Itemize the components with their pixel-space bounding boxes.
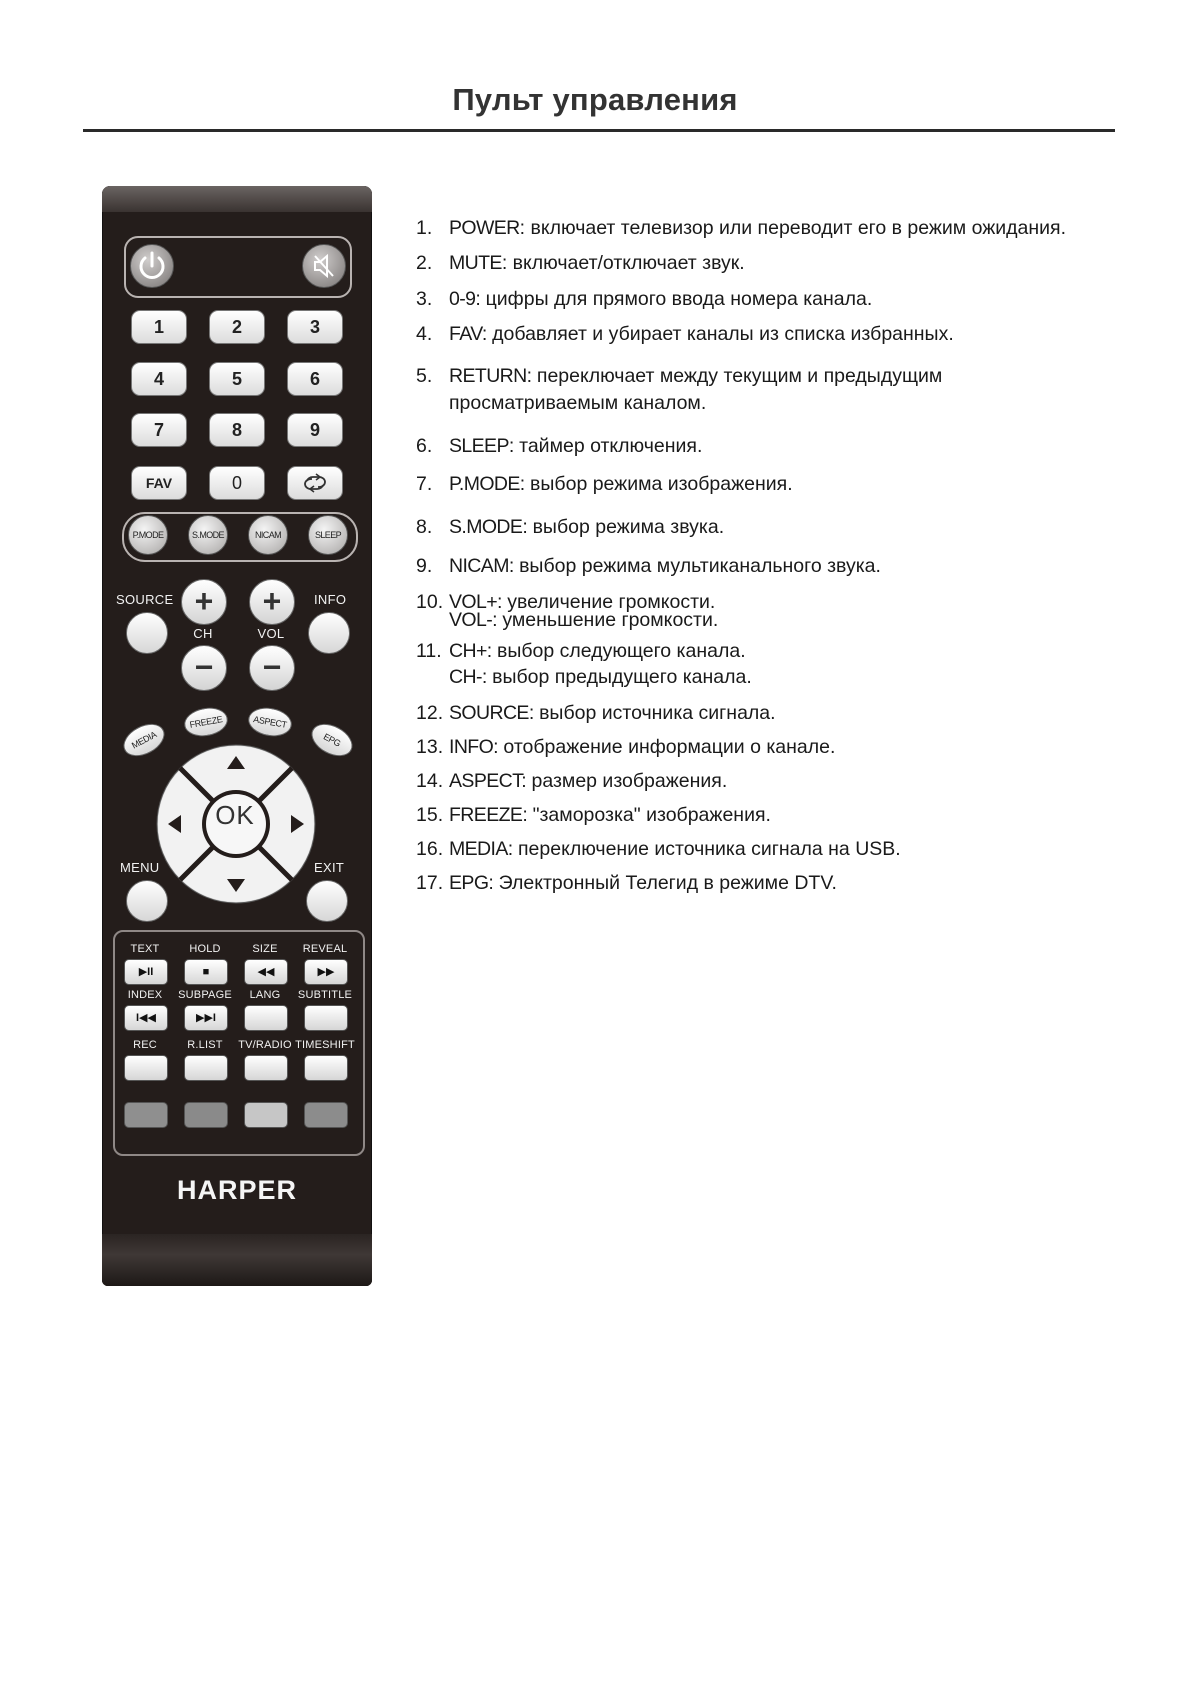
description-text: "заморозка" изображения. [527,804,771,826]
description-text: включает телевизор или переводит его в режим ожидания. [525,217,1067,239]
description-key: MUTE [449,252,502,274]
text-play-pause-button[interactable]: ▶II [124,959,168,985]
description-key: RETURN: [449,365,532,387]
remote-control [102,186,372,1286]
description-item: 14. ASPECT: размер изображения. [416,770,728,792]
power-button[interactable] [130,244,174,288]
text-label: TEXT [130,943,160,955]
number-button-0[interactable]: 0 [209,466,265,500]
description-key: INFO: [449,736,498,758]
number-button-3[interactable]: 3 [287,310,343,344]
size-label: SIZE [252,943,278,955]
title-rule [83,129,1115,132]
description-key: VOL+: [449,591,502,613]
description-text: выбор режима звука. [527,516,725,538]
description-item: 9. NICAM: выбор режима мультиканального звука. [416,555,881,577]
remote-bottom-edge [102,1234,372,1286]
rec-button[interactable] [124,1055,168,1081]
description-text: выбор режима изображения. [524,473,793,495]
subtitle-label: SUBTITLE [297,989,353,1001]
sleep-button[interactable]: SLEEP [308,515,348,555]
description-text: выбор режима мультиканального звука. [513,555,881,577]
epg-button[interactable]: EPG [306,717,358,762]
number-button-9[interactable]: 9 [287,413,343,447]
aspect-button[interactable]: ASPECT [246,704,294,739]
subpage-next-button[interactable]: ▶▶I [184,1005,228,1031]
reveal-label: REVEAL [302,943,348,955]
mute-icon [303,245,345,287]
description-item: 10. VOL+: увеличение громкости. VOL-: уменьшение громкости. [416,591,719,631]
description-continuation: CH-: выбор предыдущего канала. [449,666,752,688]
ch-label: CH [193,626,213,641]
color-button-2[interactable] [184,1102,228,1128]
description-item: 3. 0-9: цифры для прямого ввода номера канала. [416,288,873,310]
description-text: выбор следующего канала. [491,640,746,662]
description-key: P.MODE: [449,473,525,495]
r-list-button[interactable] [184,1055,228,1081]
description-key: FAV: [449,323,487,345]
mute-button[interactable] [302,244,346,288]
hold-stop-button[interactable]: ■ [184,959,228,985]
ch-plus-button[interactable]: + [181,579,227,625]
index-previous-button[interactable]: I◀◀ [124,1005,168,1031]
exit-label: EXIT [314,860,345,875]
description-text: переключает между текущим и предыдущим [531,365,943,387]
color-button-4[interactable] [304,1102,348,1128]
description-item: 8. S.MODE: выбор режима звука. [416,516,725,538]
remote-top-edge [102,186,372,212]
exit-button[interactable] [306,880,348,922]
media-button[interactable]: MEDIA [118,717,170,762]
description-text: отображение информации о канале. [498,736,836,758]
p-mode-button[interactable]: P.MODE [128,515,168,555]
index-label: INDEX [127,989,163,1001]
description-item: 4. FAV: добавляет и убирает каналы из списка избранных. [416,323,954,345]
color-button-3[interactable] [244,1102,288,1128]
number-button-7[interactable]: 7 [131,413,187,447]
description-text: размер изображения. [526,770,728,792]
number-button-1[interactable]: 1 [131,310,187,344]
description-text: выбор источника сигнала. [533,702,776,724]
s-mode-button[interactable]: S.MODE [188,515,228,555]
description-item: 12. SOURCE: выбор источника сигнала. [416,702,776,724]
fav-button[interactable]: FAV [131,466,187,500]
number-button-5[interactable]: 5 [209,362,265,396]
description-item: 6. SLEEP: таймер отключения. [416,435,703,457]
description-item: 1. POWER: включает телевизор или переводит его в режим ожидания. [416,217,1067,239]
timeshift-label: TIMESHIFT [295,1039,355,1051]
description-item: 2. MUTE: включает/отключает звук. [416,252,745,274]
info-label: INFO [314,592,347,607]
description-text: включает/отключает звук. [507,252,745,274]
tv-radio-label: TV/RADIO [238,1039,292,1051]
description-key: POWER [449,217,520,239]
lang-label: LANG [249,989,281,1001]
color-button-1[interactable] [124,1102,168,1128]
description-key: SOURCE: [449,702,534,724]
source-button[interactable] [126,612,168,654]
power-icon [131,245,173,287]
description-text: таймер отключения. [513,435,703,457]
rec-label: REC [133,1039,157,1051]
description-text: цифры для прямого ввода номера канала. [480,288,873,310]
vol-plus-button[interactable]: + [249,579,295,625]
ok-button[interactable]: OK [215,800,255,830]
description-key: ASPECT: [449,770,527,792]
number-button-6[interactable]: 6 [287,362,343,396]
number-button-2[interactable]: 2 [209,310,265,344]
vol-label: VOL [257,626,285,641]
description-item: 5. RETURN: переключает между текущим и предыдущим просматриваемым каналом. [416,365,943,414]
lang-button[interactable] [244,1005,288,1031]
description-key: NICAM: [449,555,514,577]
return-icon [288,467,342,499]
description-text: добавляет и убирает каналы из списка избранных. [486,323,954,345]
description-item: 11. CH+: выбор следующего канала. CH-: выбор предыдущего канала. [416,640,752,688]
description-continuation: VOL-: уменьшение громкости. [449,609,719,631]
description-text: увеличение громкости. [501,591,716,613]
timeshift-button[interactable] [304,1055,348,1081]
hold-label: HOLD [189,943,221,955]
description-key: MEDIA: [449,838,513,860]
number-button-4[interactable]: 4 [131,362,187,396]
description-key: S.MODE: [449,516,528,538]
description-key: SLEEP: [449,435,514,457]
description-item: 7. P.MODE: выбор режима изображения. [416,473,793,495]
description-item: 16. MEDIA: переключение источника сигнала на USB. [416,838,901,860]
description-item: 13. INFO: отображение информации о канале. [416,736,836,758]
return-button[interactable] [287,466,343,500]
description-key: EPG: [449,872,494,894]
r-list-label: R.LIST [187,1039,223,1051]
menu-button[interactable] [126,880,168,922]
reveal-forward-button[interactable]: ▶▶ [304,959,348,985]
description-key: FREEZE: [449,804,528,826]
nicam-button[interactable]: NICAM [248,515,288,555]
description-item: 15. FREEZE: "заморозка" изображения. [416,804,771,826]
subpage-label: SUBPAGE [178,989,232,1001]
size-rewind-button[interactable]: ◀◀ [244,959,288,985]
vol-minus-button[interactable]: − [249,645,295,691]
description-key: 0-9: [449,288,481,310]
tv-radio-button[interactable] [244,1055,288,1081]
info-button[interactable] [308,612,350,654]
brand-logo: HARPER [176,1175,297,1205]
menu-label: MENU [120,860,160,875]
source-label: SOURCE [116,592,174,607]
subtitle-button[interactable] [304,1005,348,1031]
description-continuation: просматриваемым каналом. [449,392,707,414]
number-button-8[interactable]: 8 [209,413,265,447]
page-title: Пульт управления [452,82,738,117]
freeze-button[interactable]: FREEZE [182,704,230,739]
description-text: переключение источника сигнала на USB. [512,838,901,860]
description-key: CH+: [449,640,492,662]
description-item: 17. EPG: Электронный Телегид в режиме DTV. [416,872,837,894]
ch-minus-button[interactable]: − [181,645,227,691]
description-text: Электронный Телегид в режиме DTV. [493,872,837,894]
